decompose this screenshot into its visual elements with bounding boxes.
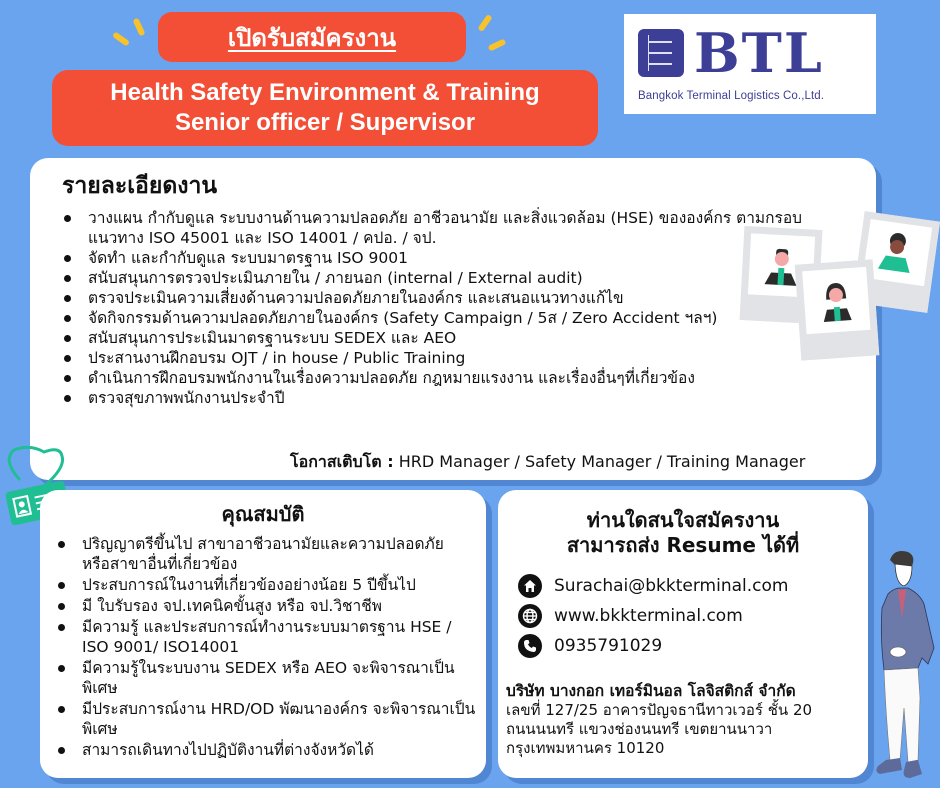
sparkle-decoration (132, 18, 145, 37)
home-icon (518, 574, 542, 598)
contact-email[interactable] (518, 574, 788, 598)
duty-item: จัดทำ และกำกับดูแล ระบบมาตรฐาน ISO 9001 (62, 248, 852, 268)
logo-letters: BTL (694, 21, 824, 85)
career-growth-label: โอกาสเติบโต : (290, 452, 394, 471)
duty-item: จัดกิจกรรมด้านความปลอดภัยภายในองค์กร (Safety Campaign / 5ส / Zero Accident ฯลฯ) (62, 308, 852, 328)
qualifications-heading: คุณสมบัติ (221, 502, 305, 526)
duty-item: วางแผน กำกับดูแล ระบบงานด้านความปลอดภัย อาชีวอนามัย และสิ่งแวดล้อม (HSE) ขององค์กร ตามกรอบแนวทาง ISO 45001 และ ISO 14001 / คปอ. / จป. (62, 208, 852, 248)
address-line: ถนนนนทรี แขวงช่องนนทรี เขตยานนาวา (506, 720, 773, 738)
job-title-badge (52, 70, 598, 146)
phone-number[interactable]: 0935791029 (554, 636, 663, 656)
company-name: บริษัท บางกอก เทอร์มินอล โลจิสติกส์ จำกัด (506, 682, 796, 700)
company-address (506, 682, 866, 758)
qualification-item: ประสบการณ์ในงานที่เกี่ยวข้องอย่างน้อย 5 ปีขึ้นไป (56, 575, 476, 595)
qualification-item: สามารถเดินทางไปปฏิบัติงานที่ต่างจังหวัดได้ (56, 740, 476, 760)
sparkle-decoration (488, 38, 507, 51)
qualification-item: มีความรู้ และประสบการณ์ทำงานระบบมาตรฐาน HSE / ISO 9001/ ISO14001 (56, 617, 476, 657)
businessman-illustration (868, 548, 940, 786)
job-duties-list (62, 208, 852, 408)
contact-phone[interactable] (518, 634, 662, 658)
job-title-line2: Senior officer / Supervisor (174, 109, 476, 136)
contact-website[interactable] (518, 604, 743, 628)
duty-item: สนับสนุนการตรวจประเมินภายใน / ภายนอก (internal / External audit) (62, 268, 852, 288)
hiring-badge (158, 12, 466, 62)
website-link[interactable]: www.bkkterminal.com (554, 606, 743, 626)
duty-item: ตรวจสุขภาพพนักงานประจำปี (62, 388, 852, 408)
career-growth-value: HRD Manager / Safety Manager / Training Manager (398, 452, 806, 471)
email-link[interactable]: Surachai@bkkterminal.com (554, 576, 789, 596)
hiring-label: เปิดรับสมัครงาน (227, 23, 397, 52)
qualification-item: มี ใบรับรอง จป.เทคนิคขั้นสูง หรือ จป.วิชาชีพ (56, 596, 476, 616)
contact-heading-line2: สามารถส่ง Resume ได้ที่ (566, 533, 800, 557)
qualification-item: มีความรู้ในระบบงาน SEDEX หรือ AEO จะพิจารณาเป็นพิเศษ (56, 658, 476, 698)
duty-item: สนับสนุนการประเมินมาตรฐานระบบ SEDEX และ AEO (62, 328, 852, 348)
duty-item: ดำเนินการฝึกอบรมพนักงานในเรื่องความปลอดภัย กฎหมายแรงงาน และเรื่องอื่นๆที่เกี่ยวข้อง (62, 368, 852, 388)
qualification-item: ปริญญาตรีขึ้นไป สาขาอาชีวอนามัยและความปลอดภัย หรือสาขาอื่นที่เกี่ยวข้อง (56, 534, 476, 574)
career-growth (290, 450, 805, 475)
logo-company-name: Bangkok Terminal Logistics Co.,Ltd. (638, 90, 825, 102)
contact-heading (498, 508, 868, 558)
qualification-item: มีประสบการณ์งาน HRD/OD พัฒนาองค์กร จะพิจารณาเป็นพิเศษ (56, 699, 476, 739)
job-details-heading: รายละเอียดงาน (62, 173, 218, 199)
duty-item: ประสานงานฝึกอบรม OJT / in house / Public Training (62, 348, 852, 368)
logo-mark-icon (638, 29, 684, 77)
company-logo (624, 14, 876, 114)
phone-icon (518, 634, 542, 658)
contact-heading-line1: ท่านใดสนใจสมัครงาน (586, 508, 780, 532)
globe-icon (518, 604, 542, 628)
job-title-line1: Health Safety Environment & Training (110, 79, 540, 106)
address-line: กรุงเทพมหานคร 10120 (506, 739, 665, 757)
duty-item: ตรวจประเมินความเสี่ยงด้านความปลอดภัยภายในองค์กร และเสนอแนวทางแก้ไข (62, 288, 852, 308)
sparkle-decoration (477, 14, 492, 32)
address-line: เลขที่ 127/25 อาคารปัญจธานีทาวเวอร์ ชั้น 20 (506, 701, 813, 719)
sparkle-decoration (112, 31, 130, 46)
qualifications-list (56, 534, 476, 761)
